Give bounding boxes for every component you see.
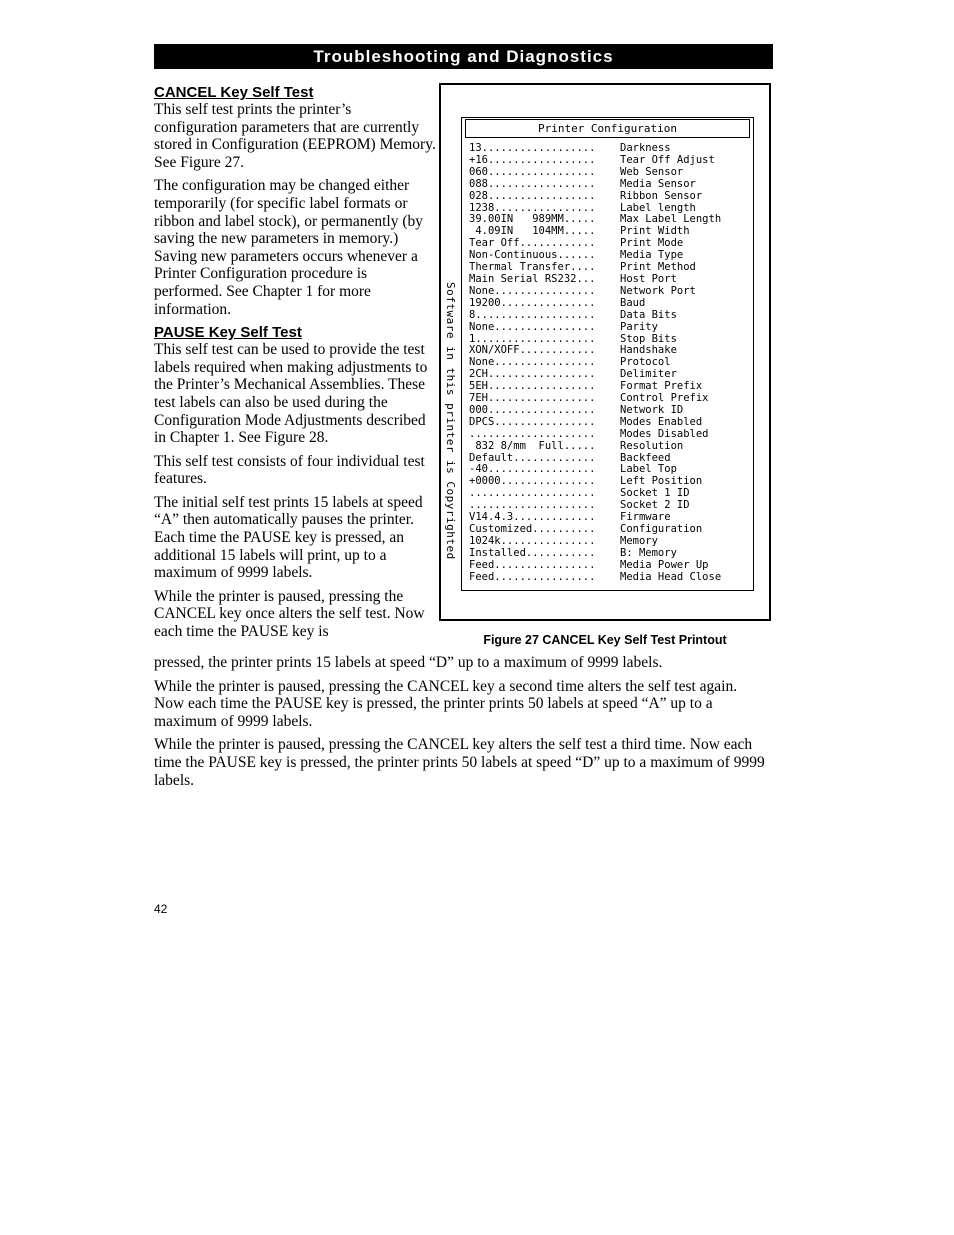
config-label: Modes Enabled xyxy=(620,415,703,428)
config-value: Main Serial RS232... xyxy=(469,272,596,285)
config-row xyxy=(469,322,721,334)
section-header: Troubleshooting and Diagnostics xyxy=(154,44,773,69)
config-value: Customized.......... xyxy=(469,523,596,535)
config-row xyxy=(469,429,721,441)
config-value: Default............. xyxy=(469,451,596,464)
config-value: 088................. xyxy=(469,177,596,190)
config-label: Media Sensor xyxy=(620,177,696,190)
config-value: 1024k............... xyxy=(469,534,596,547)
config-label: Socket 1 ID xyxy=(620,487,690,500)
cancel-paragraph: This self test prints the printer’s configuration parameters that are currently stored in Configuration (EEPROM) Memory. See Figure 27. xyxy=(154,101,436,171)
pause-paragraph: The initial self test prints 15 labels at speed “A” then automatically pauses the printer. Each time the PAUSE key is pressed, an additional 15 labels will print, up to a maximum of 9999 labels. xyxy=(154,493,423,582)
config-row xyxy=(469,310,721,322)
config-value: Non-Continuous...... xyxy=(469,249,596,262)
config-row xyxy=(469,572,721,584)
config-label: Media Power Up xyxy=(620,558,709,571)
config-value: Installed........... xyxy=(469,546,596,559)
config-label: Configuration xyxy=(620,523,703,535)
config-label: Network ID xyxy=(620,403,684,416)
cancel-paragraph: The configuration may be changed either temporarily (for specific label formats or ribbon and label stock), or permanently (by saving the new parameters in memory.) Saving new parameters occurs whenever a Printer Configuration procedure is performed. See Chapter 1 for more information. xyxy=(154,177,424,318)
config-value: 19200............... xyxy=(469,296,596,309)
config-value: 060................. xyxy=(469,165,596,178)
config-label: Handshake xyxy=(620,344,677,357)
config-label: Host Port xyxy=(620,272,677,285)
config-label: Baud xyxy=(620,296,646,309)
config-label: Ribbon Sensor xyxy=(620,189,703,202)
config-label: Stop Bits xyxy=(620,332,677,345)
full-width-text xyxy=(154,654,769,795)
config-value: None................ xyxy=(469,356,596,369)
config-label: Delimiter xyxy=(620,368,677,381)
pause-paragraph: While the printer is paused, pressing the CANCEL key a second time alters the self test again. Now each time the PAUSE key is pressed, the printer prints 50 labels at speed “A” up to a maximum of 9999 labels. xyxy=(154,677,738,730)
config-value: .................... xyxy=(469,427,596,440)
config-value: 2CH................. xyxy=(469,368,596,381)
config-value: V14.4.3............. xyxy=(469,511,596,524)
config-row xyxy=(469,441,721,453)
config-row xyxy=(469,167,721,179)
config-value: None................ xyxy=(469,284,596,297)
figure-caption: Figure 27 CANCEL Key Self Test Printout xyxy=(483,633,727,647)
config-label: Data Bits xyxy=(620,308,677,321)
config-label: Left Position xyxy=(620,475,703,488)
config-label: Control Prefix xyxy=(620,392,709,405)
config-row xyxy=(469,548,721,560)
config-value: +0000............... xyxy=(469,475,596,488)
config-label: Format Prefix xyxy=(620,380,703,393)
config-value: -40................. xyxy=(469,463,596,476)
printout-title: Printer Configuration xyxy=(465,119,750,138)
config-label: Socket 2 ID xyxy=(620,499,690,512)
config-value: 1................... xyxy=(469,332,596,345)
config-value: XON/XOFF............ xyxy=(469,344,596,357)
config-value: 4.09IN 104MM..... xyxy=(469,225,596,238)
pause-paragraph: This self test consists of four individual test features. xyxy=(154,452,425,488)
config-label: Firmware xyxy=(620,511,671,524)
config-value: 000................. xyxy=(469,403,596,416)
config-row xyxy=(469,179,721,191)
config-label: Network Port xyxy=(620,284,696,297)
config-row xyxy=(469,191,721,203)
config-label: Modes Disabled xyxy=(620,427,709,440)
config-value: 5EH................. xyxy=(469,380,596,393)
config-value: Feed................ xyxy=(469,570,596,583)
config-label: Label Top xyxy=(620,463,677,476)
page-number: 42 xyxy=(154,902,168,916)
pause-paragraph: While the printer is paused, pressing the CANCEL key once alters the self test. Now each time the PAUSE key is xyxy=(154,587,425,641)
config-label: Parity xyxy=(620,320,658,333)
config-label: Protocol xyxy=(620,356,671,369)
config-label: Print Mode xyxy=(620,237,684,250)
config-label: Media Type xyxy=(620,249,684,262)
config-value: DPCS................ xyxy=(469,415,596,428)
config-value: Thermal Transfer.... xyxy=(469,261,596,274)
config-label: Backfeed xyxy=(620,451,671,464)
config-value: 1238................ xyxy=(469,201,596,214)
config-label: Darkness xyxy=(620,142,671,154)
config-label: B: Memory xyxy=(620,546,677,559)
pause-paragraph: While the printer is paused, pressing the CANCEL key alters the self test a third time. Now each time the PAUSE key is pressed, the printer prints 50 labels at speed “D” up to a maximum of 9999 labels. xyxy=(154,736,765,789)
config-value: 8................... xyxy=(469,308,596,321)
config-label: Web Sensor xyxy=(620,165,684,178)
config-value: +16................. xyxy=(469,153,596,166)
copyright-side-text: Software in this printer is Copyrighted xyxy=(444,282,457,560)
config-value: 7EH................. xyxy=(469,392,596,405)
config-label: Media Head Close xyxy=(620,570,722,583)
config-value: Tear Off............ xyxy=(469,237,596,250)
pause-paragraph: This self test can be used to provide the test labels required when making adjustments to the Printer’s Mechanical Assemblies. These test labels can also be used during the Configuration Mode Adjustments described in Chapter 1. See Figure 28. xyxy=(154,341,428,447)
config-row xyxy=(469,286,721,298)
config-label: Print Width xyxy=(620,225,690,238)
config-value: None................ xyxy=(469,320,596,333)
config-value: Feed................ xyxy=(469,558,596,571)
config-value: 13.................. xyxy=(469,142,596,154)
config-value: 028................. xyxy=(469,189,596,202)
config-row xyxy=(469,417,721,429)
config-row xyxy=(469,298,721,310)
config-value: .................... xyxy=(469,487,596,500)
config-row xyxy=(469,560,721,572)
config-label: Label length xyxy=(620,201,696,214)
config-label: Resolution xyxy=(620,439,684,452)
config-label: Tear Off Adjust xyxy=(620,153,715,166)
config-label: Max Label Length xyxy=(620,213,722,226)
pause-heading: PAUSE Key Self Test xyxy=(154,324,302,342)
config-value: 832 8/mm Full..... xyxy=(469,439,596,452)
config-value: .................... xyxy=(469,499,596,512)
pause-paragraph: pressed, the printer prints 15 labels at speed “D” up to a maximum of 9999 labels. xyxy=(154,654,663,671)
cancel-heading: CANCEL Key Self Test xyxy=(154,84,314,101)
config-label: Memory xyxy=(620,534,658,547)
config-label: Print Method xyxy=(620,261,696,274)
left-column xyxy=(154,84,436,641)
config-value: 39.00IN 989MM..... xyxy=(469,213,596,226)
printout-rows xyxy=(469,143,721,584)
